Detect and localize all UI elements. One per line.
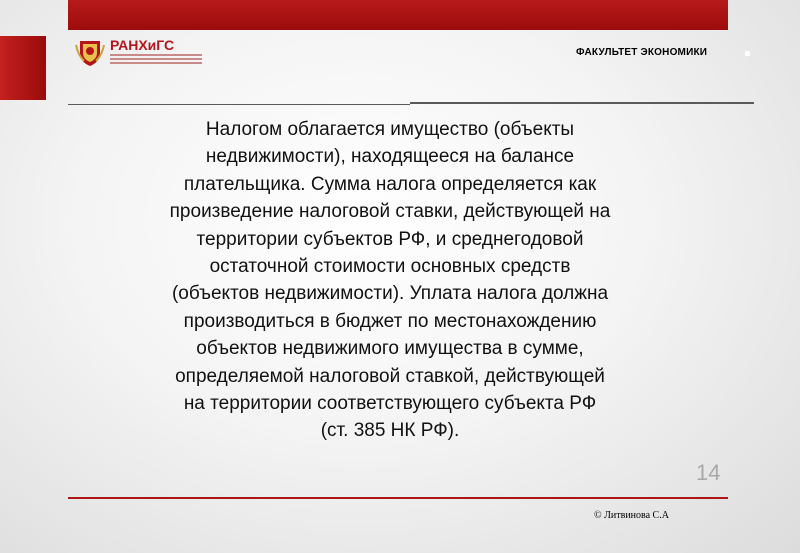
- faculty-marker: [745, 51, 750, 56]
- side-accent-bar: [0, 36, 46, 100]
- logo-name: РАНХиГС: [110, 37, 175, 53]
- footer-divider: [68, 497, 728, 499]
- slide-body-text: Налогом облагается имущество (объекты недвижимости), находящееся на балансе плательщика. Сумма налога определяется как произведение налоговой ставки, действующей на территории субъектов РФ, и среднегодовой остаточной стоимости основных средств (объектов недвижимости). Уплата налога должна производиться в бюджет по местонахождению объектов недвижимого имущества в сумме, определяемой налоговой ставкой, действующей на территории соответствующего субъекта РФ (ст. 385 НК РФ).: [169, 119, 611, 442]
- header-divider-left: [68, 104, 410, 105]
- emblem-icon: [74, 37, 106, 67]
- header-divider-right: [410, 102, 754, 104]
- copyright-text: © Литвинова С.А: [594, 510, 669, 521]
- top-accent-bar: [68, 0, 728, 30]
- faculty-title: ФАКУЛЬТЕТ ЭКОНОМИКИ: [576, 47, 708, 58]
- logo-subtitle-lines: [110, 54, 202, 66]
- slide-number: 14: [696, 460, 721, 485]
- ranepa-logo: [74, 36, 234, 68]
